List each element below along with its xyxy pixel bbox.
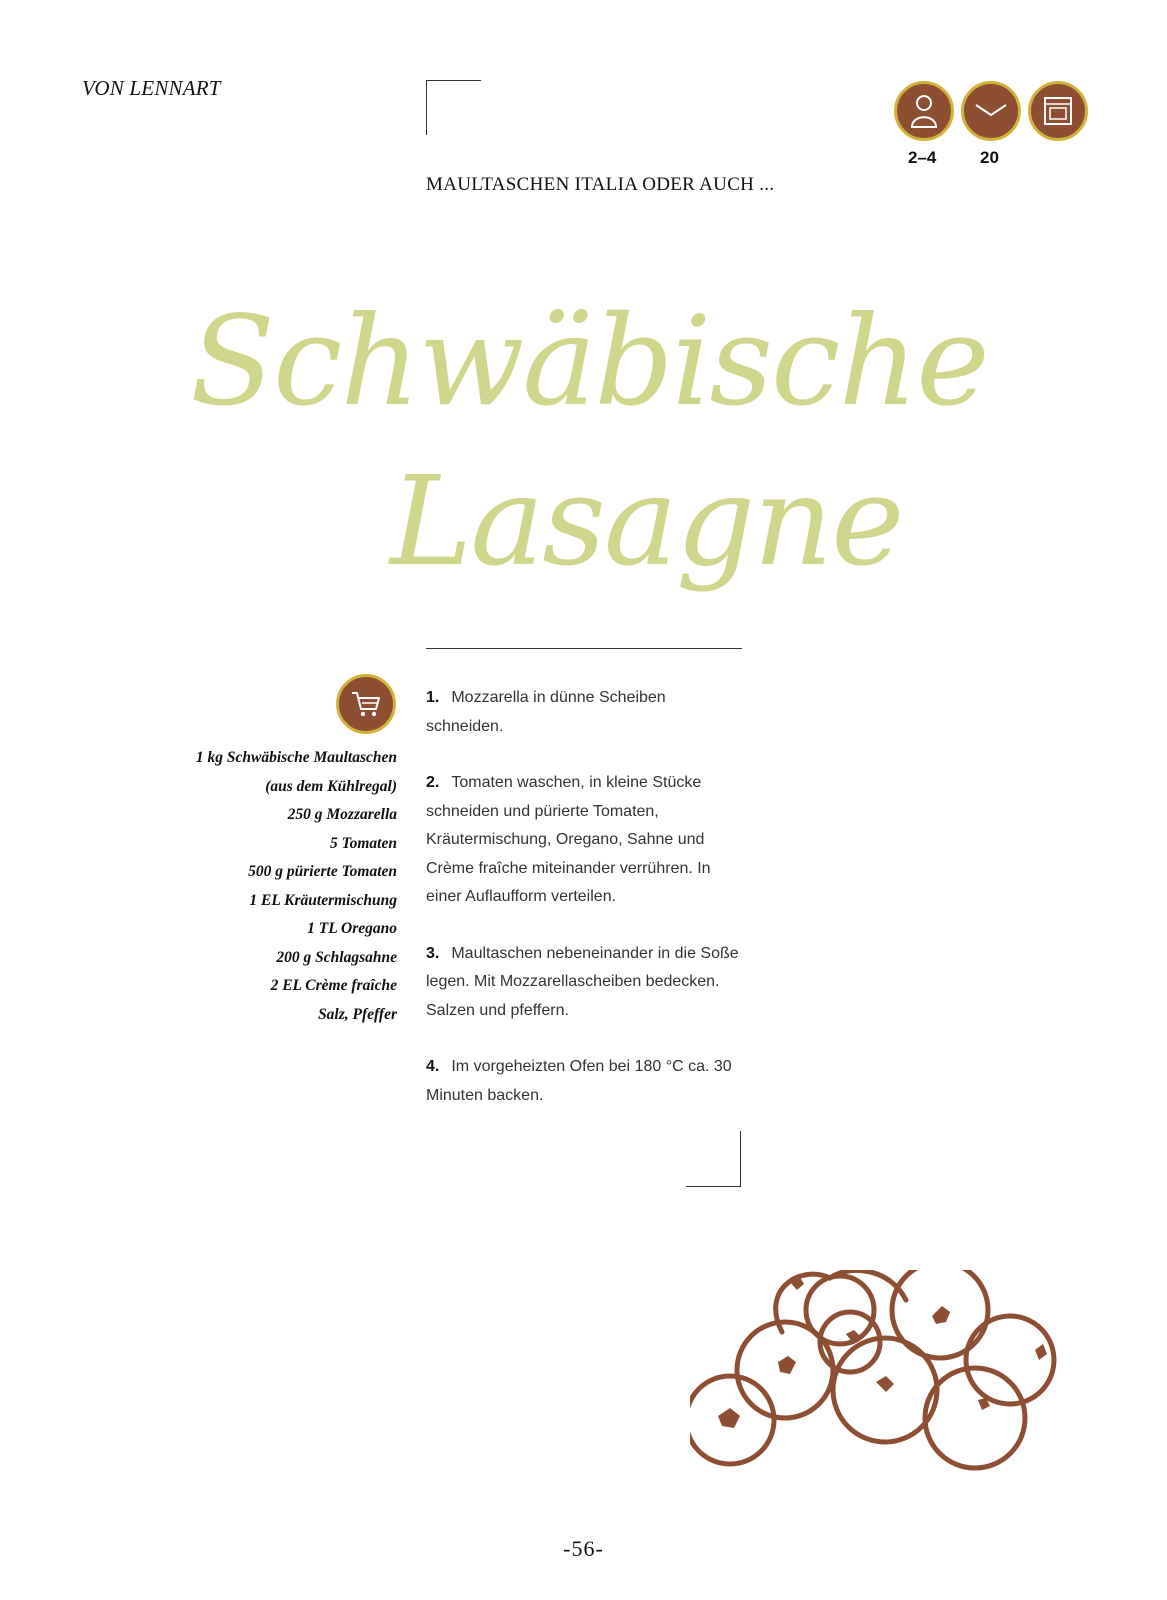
divider [426,648,742,649]
servings-value: 2–4 [908,148,937,167]
ingredient-item: Salz, Pfeffer [318,1005,397,1023]
ingredients-badge [336,674,396,734]
ingredient-item: 250 g Mozzarella [287,806,397,823]
step-2 [426,769,746,912]
oven-badge [1028,81,1088,141]
step-number: 3. [426,944,440,962]
recipe-title-line-1: Schwäbische [190,290,988,434]
author-label: VON LENNART [82,76,221,100]
step-text: Im vorgeheizten Ofen bei 180 °C ca. 30 Minuten backen. [426,1058,732,1104]
person-icon [909,94,939,128]
step-4 [426,1053,746,1110]
servings-badge [894,81,954,141]
ingredient-item: 1 EL Kräutermischung [249,891,397,909]
ingredient-item: 2 EL Crème fraîche [270,977,397,994]
oven-icon [1043,96,1073,126]
ingredient-item: 1 TL Oregano [307,920,397,937]
tomatoes-illustration [690,1270,1090,1490]
step-number: 4. [426,1058,440,1075]
step-number: 2. [426,774,440,791]
ingredient-item: 200 g Schlagsahne [276,948,397,966]
ingredient-item: (aus dem Kühlregal) [265,777,397,795]
instructions [426,684,746,1138]
ingredient-item: 5 Tomaten [329,834,397,852]
recipe-subtitle: MAULTASCHEN ITALIA ODER AUCH ... [426,174,775,195]
page-number: -56- [563,1536,604,1561]
step-number: 1. [426,689,440,706]
step-text: Maultaschen nebeneinander in die Soße legen. Mit Mozzarellascheiben bedecken. Salzen und pfeffern. [426,944,739,1019]
ingredient-item: 500 g pürierte Tomaten [248,863,397,880]
recipe-title-line-2: Lasagne [390,450,903,594]
step-text: Tomaten waschen, in kleine Stücke schneiden und pürierte Tomaten, Kräutermischung, Oregano, Sahne und Crème fraîche miteinander verrühren. In einer Auflaufform verteilen. [426,774,711,905]
step-3 [426,940,746,1026]
ingredients-list [157,744,397,1029]
ingredient-item: 1 kg Schwäbische Maultaschen [195,749,397,766]
time-badge [961,81,1021,141]
corner-mark-bottom-right [686,1131,741,1187]
step-1 [426,684,746,741]
shopping-cart-icon [350,690,382,718]
corner-mark-top-left [426,80,481,135]
clock-icon [973,101,1009,121]
step-text: Mozzarella in dünne Scheiben schneiden. [426,689,666,735]
time-value: 20 [980,148,999,167]
